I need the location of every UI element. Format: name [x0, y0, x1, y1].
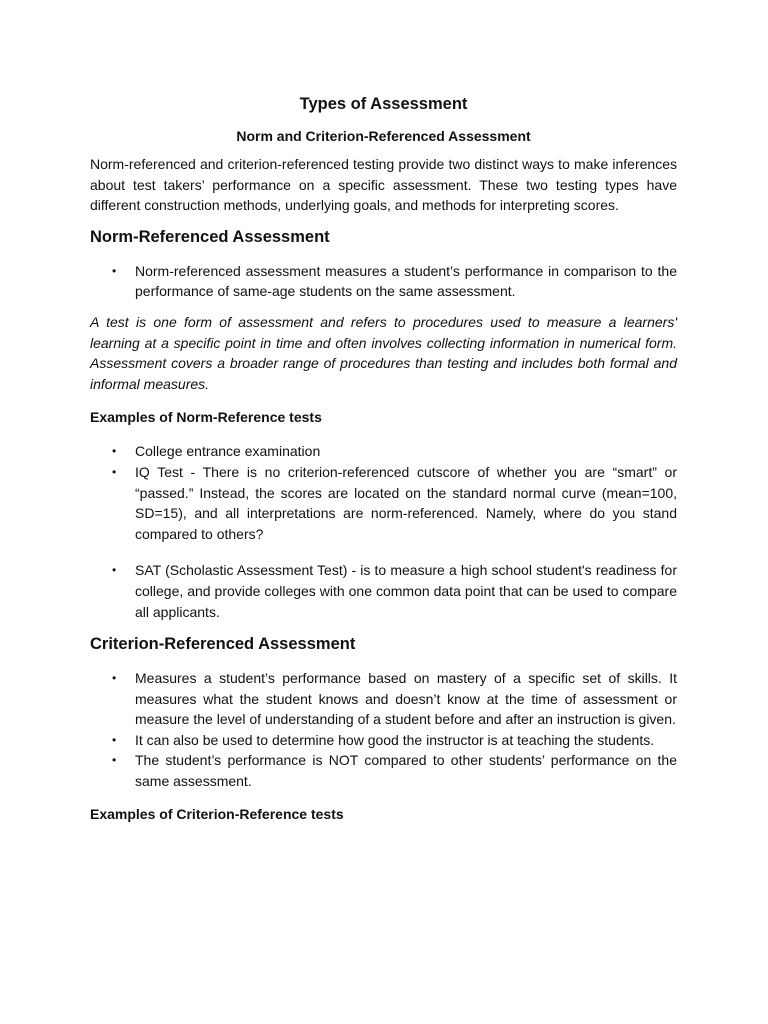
document-content: [90, 93, 677, 823]
list-item: [90, 441, 677, 462]
bullet-icon: •: [112, 464, 117, 479]
bullet-icon: •: [112, 671, 117, 686]
list-item-text: IQ Test - There is no criterion-referenced cutscore of whether you are “smart” or “passed.” Instead, the scores are located on the standard normal curve (mean=100, SD=15), and all interpretations are norm-referenced. Namely, where do you stand compared to others?: [135, 463, 677, 542]
bullet-icon: •: [112, 753, 117, 768]
bullet-icon: •: [112, 263, 117, 278]
list-item: [90, 462, 677, 544]
criterion-bullet-list: [90, 668, 677, 792]
list-item-text: It can also be used to determine how good the instructor is at teaching the students.: [135, 731, 655, 748]
norm-examples-heading: Examples of Norm-Reference tests: [90, 409, 322, 426]
norm-bullet-list: [90, 261, 677, 302]
document-title: Types of Assessment: [299, 95, 468, 113]
norm-section-heading: Norm-Referenced Assessment: [90, 227, 330, 246]
list-item-text: SAT (Scholastic Assessment Test) - is to measure a high school student's readiness for college, and provide colleges with one common data point that can be used to compare all applicants.: [135, 562, 677, 620]
list-item: [90, 560, 677, 622]
document-subtitle: Norm and Criterion-Referenced Assessment: [236, 128, 531, 144]
test-definition-note: A test is one form of assessment and refers to procedures used to measure a learners' learning at a specific point in time and often involves collecting information in numerical form. Assessment covers a broader range of procedures than testing and includes both formal and informal measures.: [90, 313, 677, 392]
bullet-icon: •: [112, 563, 117, 578]
list-item-text: Norm-referenced assessment measures a student’s performance in comparison to the performance of same-age students on the same assessment.: [135, 262, 677, 300]
list-item: [90, 730, 677, 751]
list-item-text: The student’s performance is NOT compared to other students’ performance on the same assessment.: [135, 752, 677, 790]
list-item: [90, 668, 677, 730]
bullet-icon: •: [112, 444, 117, 459]
list-item: [90, 261, 677, 302]
bullet-icon: •: [112, 732, 117, 747]
list-item-text: Measures a student’s performance based on mastery of a specific set of skills. It measures what the student knows and doesn’t know at the time of assessment or measure the level of understanding of a student before and after an instruction is given.: [135, 670, 677, 728]
list-item: [90, 750, 677, 791]
criterion-section-heading: Criterion-Referenced Assessment: [90, 635, 356, 654]
criterion-examples-heading: Examples of Criterion-Reference tests: [90, 805, 344, 822]
list-item-text: College entrance examination: [135, 443, 321, 460]
norm-examples-list: [90, 441, 677, 622]
intro-paragraph: Norm-referenced and criterion-referenced testing provide two distinct ways to make inferences about test takers’ performance on a specific assessment. These two testing types have different construction methods, underlying goals, and methods for interpreting scores.: [90, 156, 677, 214]
